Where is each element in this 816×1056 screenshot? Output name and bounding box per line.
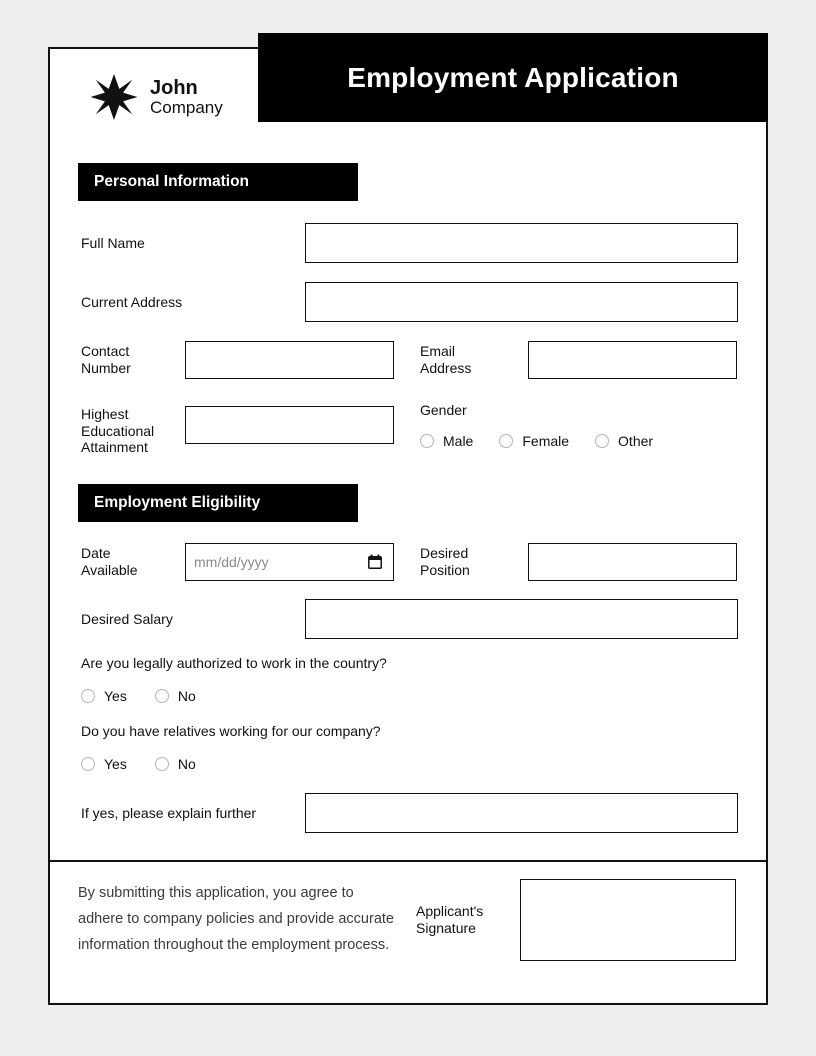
label-gender: Gender <box>420 402 467 418</box>
input-desired-position[interactable] <box>528 543 737 581</box>
radio-circle-icon[interactable] <box>81 757 95 771</box>
label-date-available <box>81 545 185 578</box>
radio-circle-icon[interactable] <box>155 689 169 703</box>
gender-option-other-label: Other <box>618 432 654 449</box>
gender-group <box>420 402 653 449</box>
relatives-option-yes-label: Yes <box>104 756 127 772</box>
field-row-education-gender <box>81 402 741 456</box>
radio-circle-icon[interactable] <box>499 434 513 448</box>
label-applicant-signature <box>416 903 512 938</box>
label-contact-number <box>81 343 185 376</box>
input-date-available[interactable] <box>185 543 394 581</box>
label-explain-further: If yes, please explain further <box>81 804 257 821</box>
section-title-personal-information: Personal Information <box>94 173 250 190</box>
field-row-contact-email <box>81 341 741 379</box>
label-contact-number-line1: Contact <box>81 343 130 360</box>
input-explain-further[interactable] <box>305 793 738 833</box>
question-text-relatives: Do you have relatives working for our company? <box>81 723 381 739</box>
company-logo <box>90 73 223 121</box>
label-desired-position <box>420 545 528 578</box>
declaration-text: By submitting this application, you agree to adhere to company policies and provide accurate information throughout the employment process. <box>78 885 394 953</box>
logo-company-subname: Company <box>150 97 223 117</box>
radio-circle-icon[interactable] <box>155 757 169 771</box>
eight-point-star-icon <box>90 73 138 121</box>
authorized-option-no[interactable] <box>155 688 196 704</box>
relatives-option-no-label: No <box>177 756 196 772</box>
label-desired-salary: Desired Salary <box>81 610 173 627</box>
label-signature-line1: Applicant's <box>416 902 484 919</box>
input-email-address[interactable] <box>528 341 737 379</box>
date-available-wrapper <box>185 543 394 581</box>
label-desired-position-line2: Position <box>420 562 470 578</box>
radio-circle-icon[interactable] <box>420 434 434 448</box>
label-education-line1: Highest <box>81 406 129 422</box>
field-row-full-name <box>81 223 741 263</box>
footer-declaration-block <box>78 879 738 961</box>
question-block-authorized <box>81 655 387 704</box>
logo-wordmark <box>150 78 223 117</box>
section-header-employment-eligibility <box>78 484 358 522</box>
application-form-card <box>48 47 768 1005</box>
label-full-name: Full Name <box>81 234 145 251</box>
field-row-explain <box>81 793 741 833</box>
label-email-address <box>420 343 528 376</box>
label-email-address-line1: Email <box>420 343 456 360</box>
authorized-option-no-label: No <box>177 688 196 704</box>
footer-divider <box>50 860 766 862</box>
section-title-employment-eligibility: Employment Eligibility <box>94 494 261 511</box>
relatives-option-yes[interactable] <box>81 756 127 772</box>
authorized-radio-group <box>81 688 387 704</box>
label-date-available-line2: Available <box>81 562 138 578</box>
label-signature-line2: Signature <box>416 920 476 936</box>
input-applicant-signature[interactable] <box>520 879 736 961</box>
input-contact-number[interactable] <box>185 341 394 379</box>
logo-company-name: John <box>150 76 198 99</box>
input-highest-educational-attainment[interactable] <box>185 406 394 444</box>
gender-option-male-label: Male <box>443 432 474 449</box>
section-header-personal-information <box>78 163 358 201</box>
input-current-address[interactable] <box>305 282 738 322</box>
gender-option-other[interactable] <box>595 433 653 449</box>
label-highest-educational-attainment <box>81 402 185 456</box>
label-date-available-line1: Date <box>81 545 111 562</box>
question-block-relatives <box>81 723 381 772</box>
input-desired-salary[interactable] <box>305 599 738 639</box>
authorized-option-yes[interactable] <box>81 688 127 704</box>
relatives-radio-group <box>81 756 381 772</box>
radio-circle-icon[interactable] <box>595 434 609 448</box>
input-full-name[interactable] <box>305 223 738 263</box>
relatives-option-no[interactable] <box>155 756 196 772</box>
label-education-line3: Attainment <box>81 439 148 456</box>
gender-radio-group <box>420 433 653 449</box>
radio-circle-icon[interactable] <box>81 689 95 703</box>
label-contact-number-line2: Number <box>81 360 131 376</box>
gender-option-male[interactable] <box>420 433 473 449</box>
gender-option-female[interactable] <box>499 433 569 449</box>
label-education-line2: Educational <box>81 422 155 439</box>
document-title-banner <box>258 33 768 122</box>
label-current-address: Current Address <box>81 293 183 310</box>
field-row-date-position <box>81 543 741 581</box>
field-row-desired-salary <box>81 599 741 639</box>
label-email-address-line2: Address <box>420 360 472 376</box>
page-title: Employment Application <box>347 61 679 93</box>
field-row-current-address <box>81 282 741 322</box>
authorized-option-yes-label: Yes <box>104 688 127 704</box>
gender-option-female-label: Female <box>522 432 570 449</box>
question-text-authorized: Are you legally authorized to work in the country? <box>81 655 387 671</box>
label-desired-position-line1: Desired <box>420 545 469 562</box>
